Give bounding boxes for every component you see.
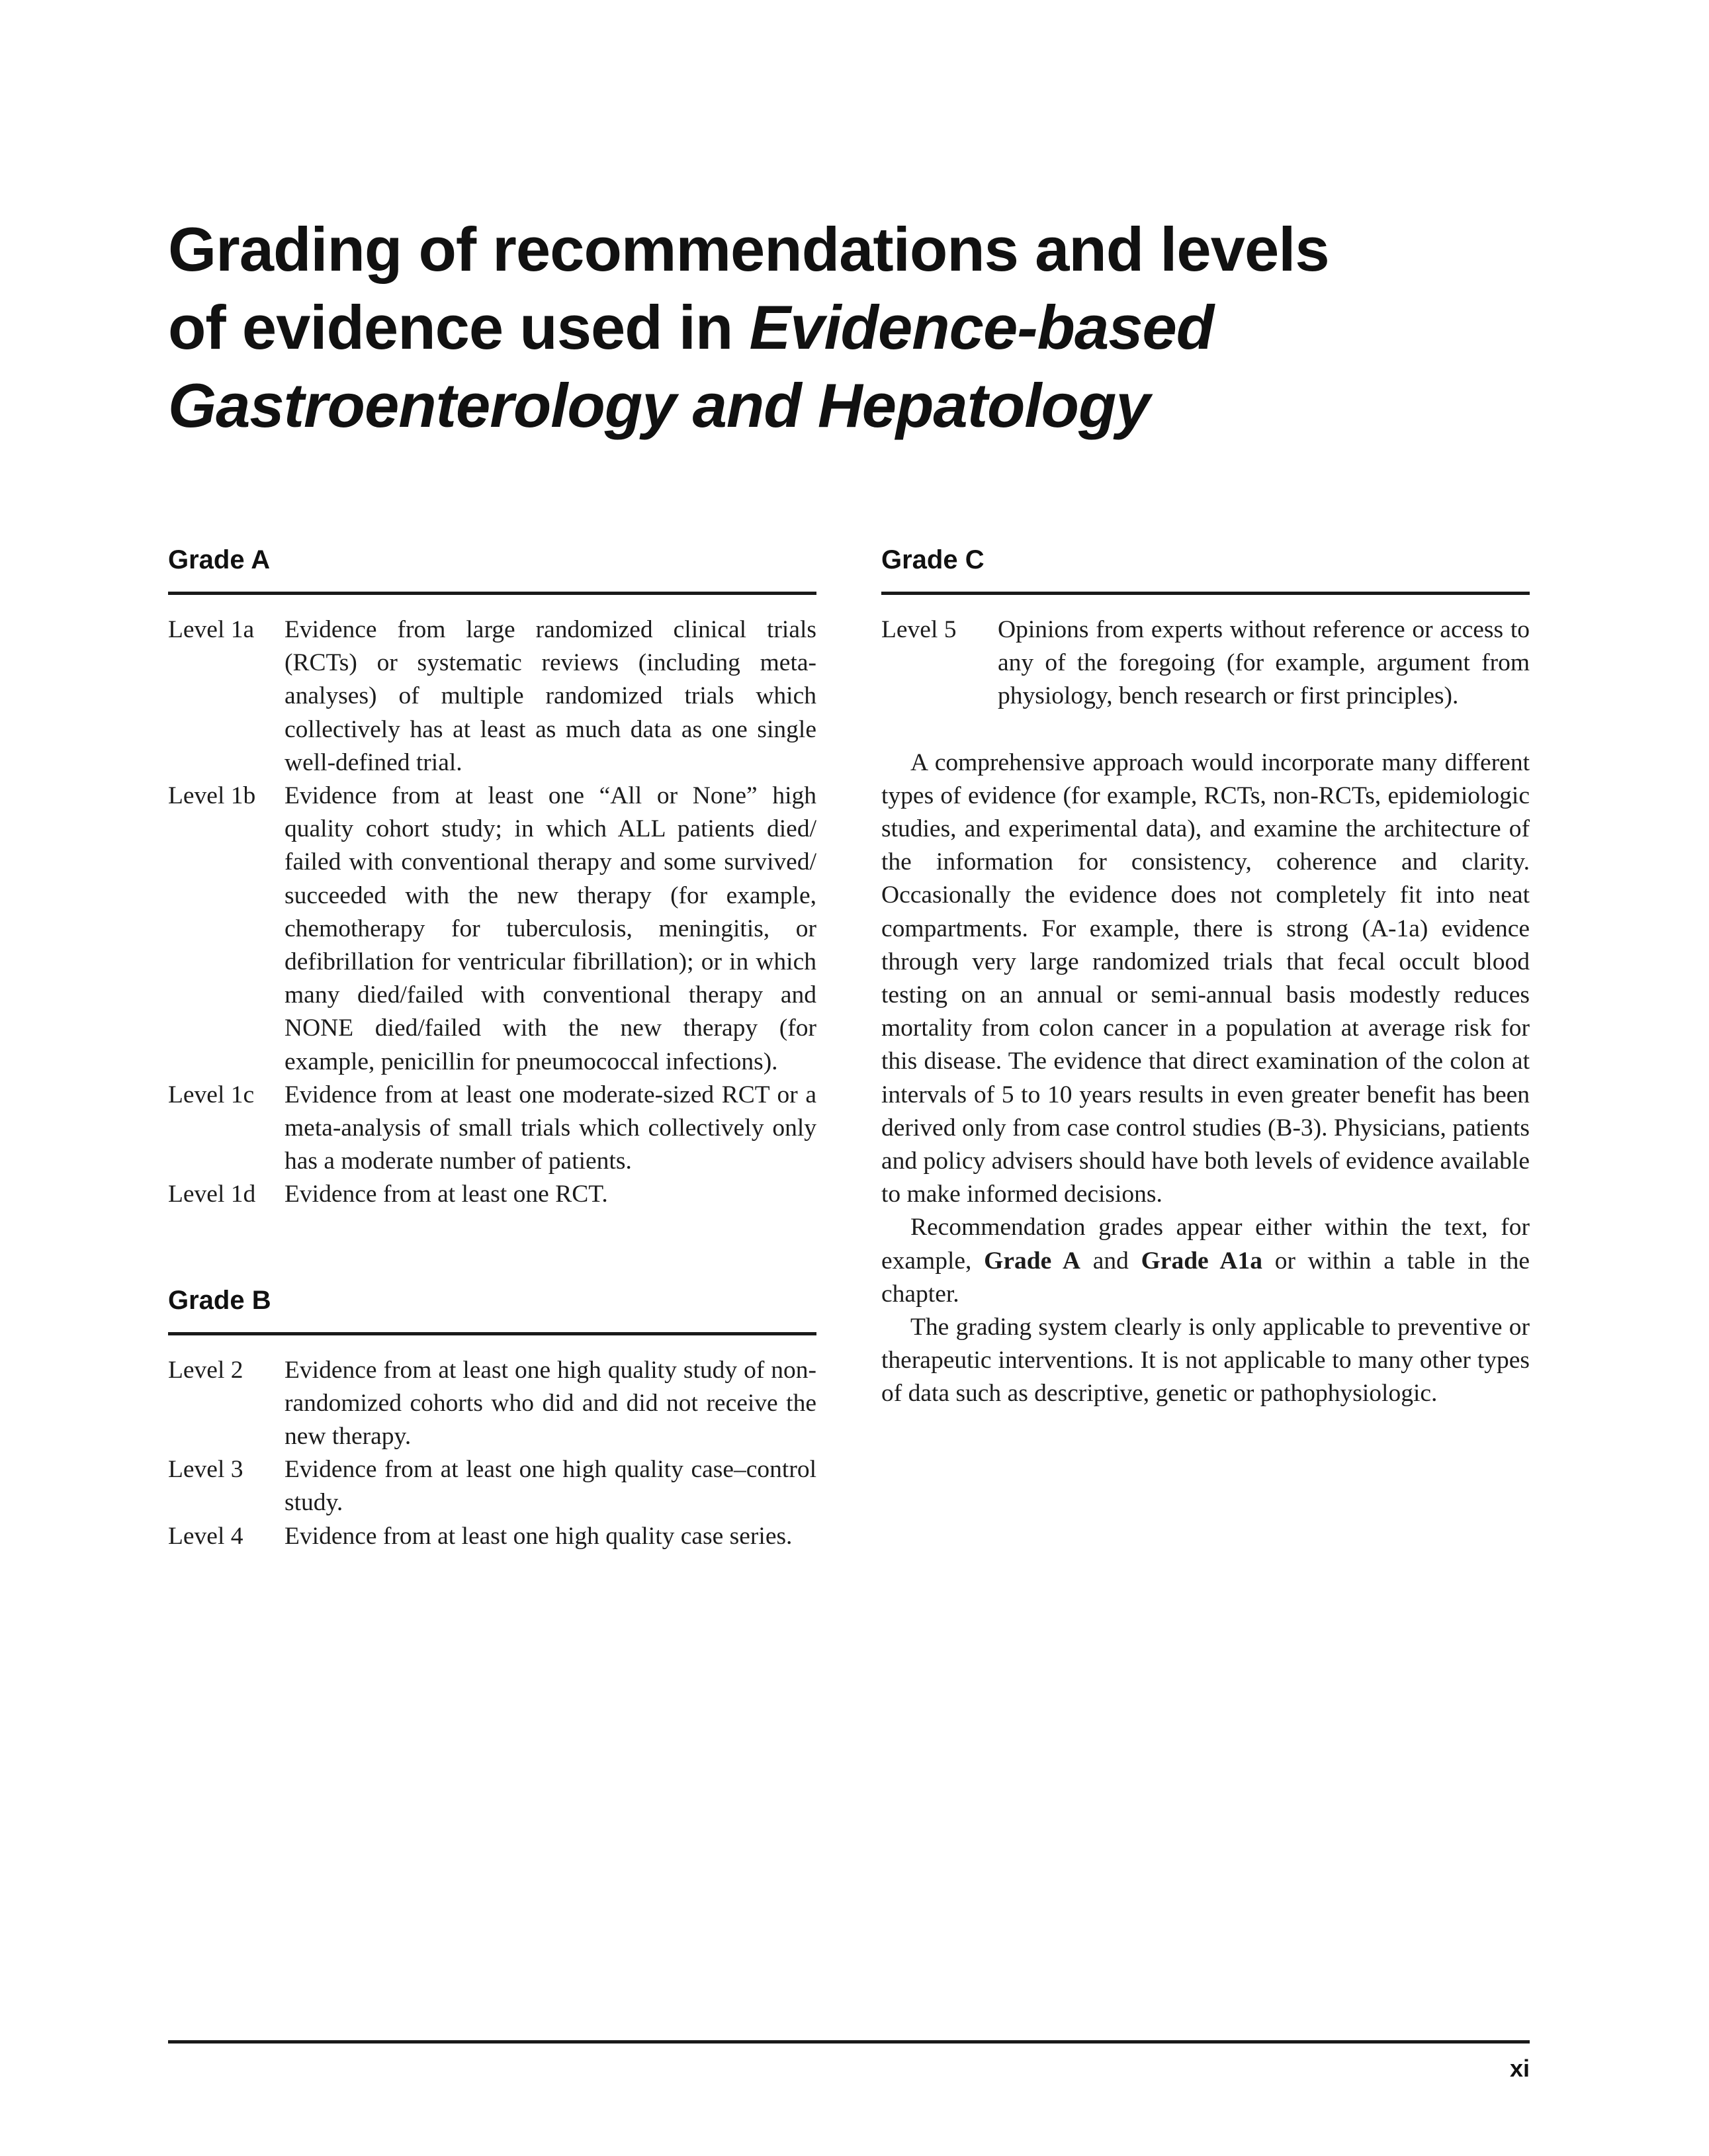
grade-c-levels xyxy=(881,613,1530,713)
title-line-2-italic: Evidence-based xyxy=(749,292,1214,362)
level-label: Level 1d xyxy=(168,1181,256,1208)
level-description: Evidence from large randomized clinical trials (RCTs) or systematic reviews (including meta-analyses) of multiple randomized trials which collectively has at least as much data as one single well-defined trial. xyxy=(285,616,816,776)
level-row xyxy=(168,780,816,1079)
grade-a-levels xyxy=(168,613,816,1212)
grade-b-levels xyxy=(168,1354,816,1553)
para2-text-c: or within a table in the chapter. xyxy=(881,1247,1530,1308)
level-label: Level 3 xyxy=(168,1456,243,1484)
grade-a-heading: Grade A xyxy=(168,543,816,595)
grade-a1a-reference: Grade A1a xyxy=(1141,1247,1262,1275)
level-label: Level 4 xyxy=(168,1522,243,1550)
level-row xyxy=(881,613,1530,713)
grade-b-section xyxy=(168,1283,816,1553)
title-line-2 xyxy=(168,289,1491,367)
title-line-3 xyxy=(168,367,1491,445)
body-paragraph-3: The grading system clearly is only applicable to preventive or therapeutic interventions. It is not applicable to many other types of data such as descriptive, genetic or pathophysiologic. xyxy=(881,1314,1530,1408)
title-line-1: Grading of recommendations and levels xyxy=(168,214,1329,284)
body-paragraph-1: A comprehensive approach would incorporate many different types of evidence (for example, RCTs, non-RCTs, epidemiologic studies, and experimental data), and examine the architecture of the information for consistency, coherence and clarity. Occasionally the evidence does not completely fit into neat compartments. For example, there is strong (A-1a) evidence through very large randomized trials that fecal occult blood testing on an annual or semi-annual basis modestly reduces mortality from colon cancer in a population at average risk for this disease. The evidence that direct examination of the colon at intervals of 5 to 10 years results in even greater benefit has been derived only from case control studies (B-3). Physicians, patients and policy advisers should have both levels of evidence available to make informed decisions. xyxy=(881,748,1530,1208)
level-row xyxy=(168,1178,816,1211)
level-description: Evidence from at least one RCT. xyxy=(285,1181,608,1208)
grade-b-heading: Grade B xyxy=(168,1283,816,1335)
level-label: Level 5 xyxy=(881,616,957,643)
right-column xyxy=(881,543,1530,1411)
grade-c-heading: Grade C xyxy=(881,543,1530,595)
level-description: Evidence from at least one “All or None” high quality cohort study; in which ALL patients died/ failed with conventional therapy and some survived/ succeeded with the new therapy (for example, chemotherapy for tuberculosis, meningitis, or defibrillation for ventricular fibrillation); or in which many died/failed with conventional therapy and NONE died/failed with the new therapy (for example, penicillin for pneumococcal infections). xyxy=(285,782,816,1075)
body-paragraph-2 xyxy=(881,1211,1530,1311)
page-number: xi xyxy=(1509,2055,1530,2082)
grade-c-section xyxy=(881,543,1530,713)
level-label: Level 2 xyxy=(168,1356,243,1384)
left-column xyxy=(168,543,816,1553)
title-line-3-italic: Gastroenterology and Hepatology xyxy=(168,371,1150,440)
title-line-2-plain: of evidence used in xyxy=(168,292,750,362)
footer-rule xyxy=(168,2040,1530,2044)
level-row xyxy=(168,613,816,780)
level-description: Evidence from at least one high quality case–control study. xyxy=(285,1456,816,1517)
level-description: Evidence from at least one high quality case series. xyxy=(285,1522,793,1550)
grade-a-reference: Grade A xyxy=(984,1247,1080,1275)
level-description: Evidence from at least one high quality study of non-randomized cohorts who did and did not receive the new therapy. xyxy=(285,1356,816,1451)
level-row xyxy=(168,1079,816,1179)
level-description: Opinions from experts without reference or access to any of the foregoing (for example, argument from physiology, bench research or first principles). xyxy=(998,616,1530,710)
level-row xyxy=(168,1354,816,1454)
para2-text-b: and xyxy=(1080,1247,1141,1275)
level-label: Level 1b xyxy=(168,782,256,810)
page-title xyxy=(168,210,1491,445)
level-label: Level 1c xyxy=(168,1081,255,1108)
level-row xyxy=(168,1520,816,1553)
level-description: Evidence from at least one moderate-sized RCT or a meta-analysis of small trials which collectively only has a moderate number of patients. xyxy=(285,1081,816,1175)
grade-a-section xyxy=(168,543,816,1212)
level-label: Level 1a xyxy=(168,616,255,643)
level-row xyxy=(168,1453,816,1519)
para2-text-a: Recommendation grades appear either within the text, for example, xyxy=(881,1214,1530,1275)
